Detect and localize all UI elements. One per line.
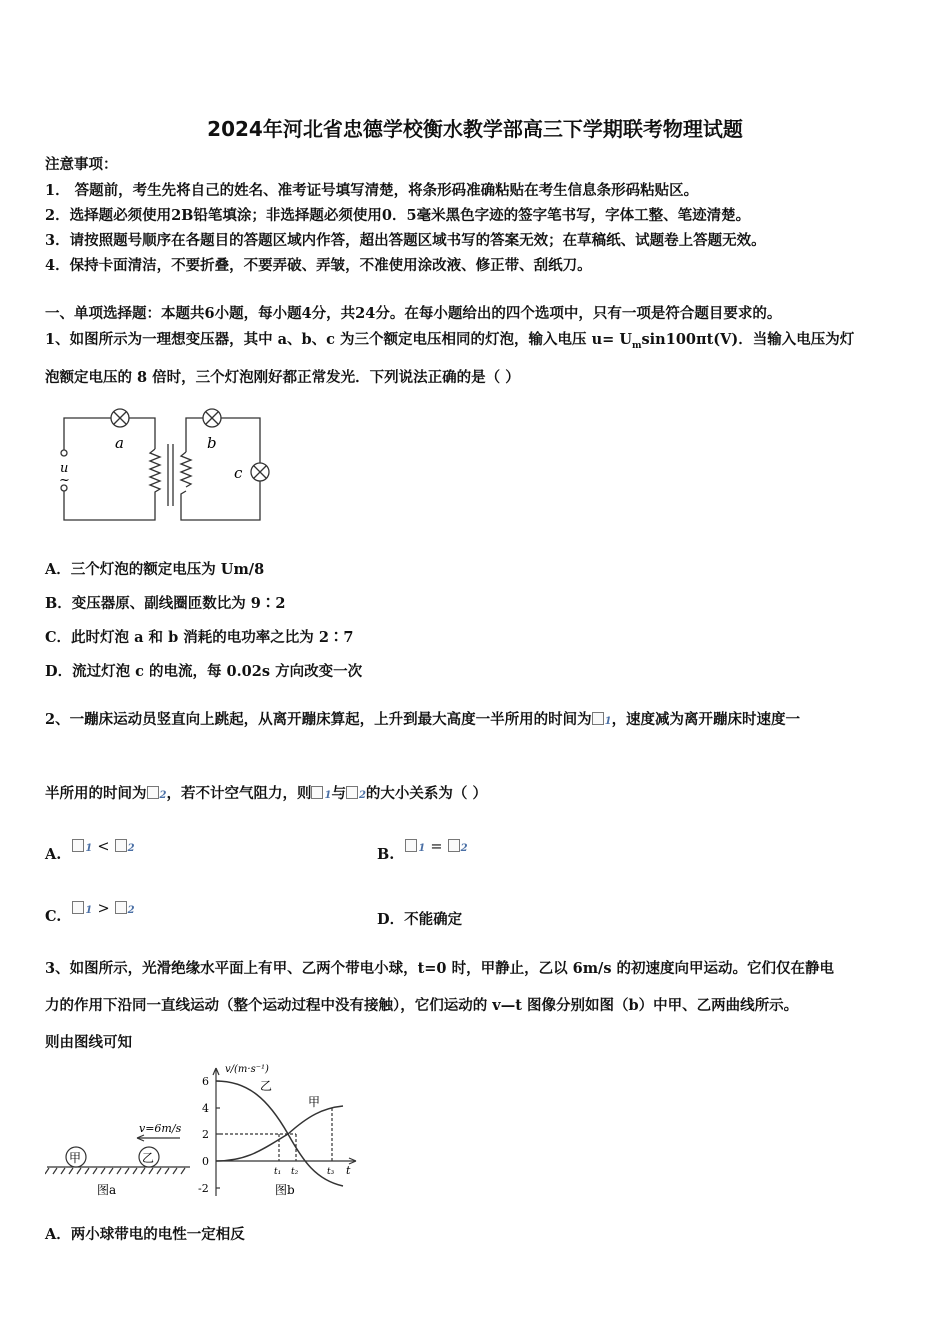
- q2-option-d: D．不能确定: [377, 911, 463, 928]
- lamp-c-label: c: [234, 464, 243, 482]
- notice-item-3: 3．请按照题号顺序在各题目的答题区域内作答，超出答题区域书写的答案无效；在草稿纸、试题卷上答题无效。: [45, 232, 766, 249]
- t1-symbol-icon: [72, 901, 84, 914]
- q1-option-b: B．变压器原、副线圈匝数比为 9∶2: [45, 595, 286, 612]
- notice-item-2: 2．选择题必须使用2B铅笔填涂；非选择题必须使用0．5毫米黑色字迹的签字笔书写，字体工整、笔迹清楚。: [45, 207, 751, 224]
- curve-jia-label: 甲: [308, 1095, 321, 1109]
- t1-symbol-icon: [405, 839, 417, 852]
- t2-symbol-icon: [346, 786, 358, 799]
- balls-on-surface-figure: [45, 1110, 195, 1202]
- fig-a-caption: 图a: [97, 1183, 117, 1197]
- input-u-label: u: [60, 461, 69, 476]
- ball-yi-label: 乙: [142, 1151, 155, 1165]
- q2-stem-line2: 半所用的时间为 2，若不计空气阻力，则 1与 2的大小关系为（ ）: [45, 785, 487, 802]
- notice-item-1: 1． 答题前，考生先将自己的姓名、准考证号填写清楚，将条形码准确粘贴在考生信息条形码粘贴区。: [45, 182, 699, 199]
- t2-symbol-icon: [115, 839, 127, 852]
- q3-stem-line1: 3、如图所示，光滑绝缘水平面上有甲、乙两个带电小球，t=0 时，甲静止，乙以 6m/s 的初速度向甲运动。它们仅在静电: [45, 960, 835, 977]
- page-title: 2024年河北省忠德学校衡水教学部高三下学期联考物理试题: [207, 117, 743, 141]
- y-tick-4: 4: [202, 1102, 209, 1115]
- t1-symbol-icon: [311, 786, 323, 799]
- input-tilde-label: ~: [59, 473, 70, 488]
- y-tick-minus-2: -2: [198, 1182, 209, 1195]
- t1-symbol-icon: [592, 712, 604, 725]
- velocity-time-graph: [198, 1054, 368, 1204]
- lamp-b-label: b: [207, 434, 217, 452]
- q3-stem-line3: 则由图线可知: [45, 1034, 132, 1051]
- y-axis-label: v/(m·s⁻¹): [225, 1064, 269, 1075]
- t2-symbol-icon: [448, 839, 460, 852]
- t1-tick-label: t₁: [274, 1167, 282, 1177]
- y-tick-0: 0: [202, 1155, 209, 1168]
- curve-yi-label: 乙: [260, 1079, 273, 1093]
- q2-option-a: A. 1 < 2: [45, 839, 135, 863]
- initial-speed-label: v=6m/s: [139, 1122, 182, 1135]
- q3-option-a: A．两小球带电的电性一定相反: [45, 1226, 245, 1243]
- t3-tick-label: t₃: [327, 1167, 335, 1177]
- q1-option-c: C．此时灯泡 a 和 b 消耗的电功率之比为 2∶7: [45, 629, 354, 646]
- t2-symbol-icon: [147, 786, 159, 799]
- section-heading: 一、单项选择题：本题共6小题，每小题4分，共24分。在每小题给出的四个选项中，只有一项是符合题目要求的。: [45, 305, 782, 322]
- q2-option-b: B. 1 = 2: [377, 839, 468, 863]
- q1-option-d: D．流过灯泡 c 的电流，每 0.02s 方向改变一次: [45, 663, 363, 680]
- q2-option-c: C. 1 > 2: [45, 901, 135, 925]
- q1-stem-line1: 1、如图所示为一理想变压器，其中 a、b、c 为三个额定电压相同的灯泡，输入电压 $u= U_m\sin 100\pi t(V)$．当输入电压为灯: [45, 331, 855, 351]
- t2-tick-label: t₂: [291, 1167, 299, 1177]
- q3-stem-line2: 力的作用下沿同一直线运动（整个运动过程中没有接触），它们运动的 v—t 图像分别如图（b）中甲、乙两曲线所示。: [45, 997, 799, 1014]
- t1-symbol-icon: [72, 839, 84, 852]
- notice-heading: 注意事项：: [45, 156, 118, 173]
- t2-symbol-icon: [115, 901, 127, 914]
- q2-stem-line1: 2、一蹦床运动员竖直向上跳起，从离开蹦床算起，上升到最大高度一半所用的时间为 1，速度减为离开蹦床时速度一: [45, 711, 801, 728]
- q1-option-a: A．三个灯泡的额定电压为 Um/8: [45, 561, 265, 578]
- y-tick-6: 6: [202, 1075, 209, 1088]
- y-tick-2: 2: [202, 1128, 209, 1141]
- x-axis-label: t: [346, 1164, 351, 1177]
- ball-jia-label: 甲: [69, 1151, 82, 1165]
- transformer-circuit-figure: [55, 404, 270, 536]
- q1-stem-line2: 泡额定电压的 8 倍时，三个灯泡刚好都正常发光．下列说法正确的是（ ）: [45, 369, 520, 386]
- lamp-a-label: a: [115, 434, 124, 452]
- fig-b-caption: 图b: [275, 1183, 295, 1197]
- notice-item-4: 4．保持卡面清洁，不要折叠，不要弄破、弄皱，不准使用涂改液、修正带、刮纸刀。: [45, 257, 592, 274]
